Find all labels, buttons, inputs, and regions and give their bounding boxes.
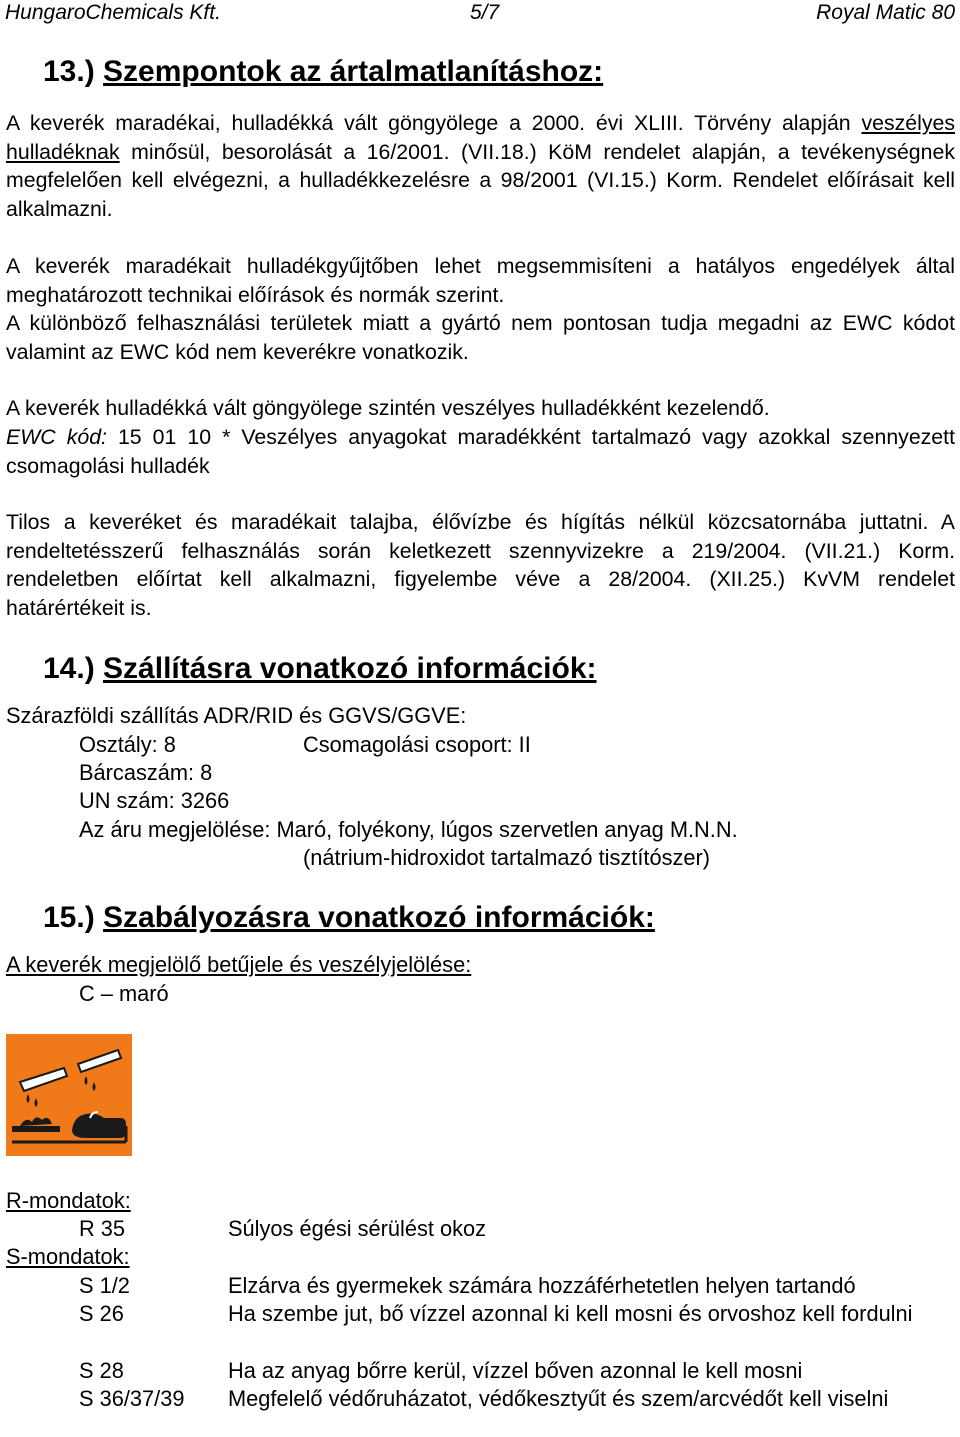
s-phrase-code: S 26	[79, 1301, 124, 1326]
product-name: Royal Matic 80	[816, 1, 955, 24]
ewc-code-paragraph	[6, 423, 955, 480]
section-15-title: Szabályozásra vonatkozó információk:	[103, 901, 655, 934]
transport-class: Osztály: 8	[79, 732, 176, 757]
section-13-title: Szempontok az ártalmatlanításhoz:	[103, 55, 604, 88]
s-phrase-text: Ha az anyag bőrre kerül, vízzel bőven azonnal le kell mosni	[228, 1358, 803, 1383]
corrosive-hazard-pictogram-icon	[6, 1034, 132, 1156]
s-phrase-code: S 1/2	[79, 1273, 130, 1298]
r-phrases-title: R-mondatok:	[6, 1188, 131, 1213]
land-transport-label: Szárazföldi szállítás ADR/RID és GGVS/GGVE:	[6, 703, 467, 728]
s-phrase-text: Megfelelő védőruházatot, védőkesztyűt és szem/arcvédőt kell viselni	[228, 1386, 889, 1411]
label-number: Bárcaszám: 8	[79, 760, 213, 785]
hazard-marking: C – maró	[79, 981, 169, 1006]
s-phrase-code: S 28	[79, 1358, 124, 1383]
r-phrase-text: Súlyos égési sérülést okoz	[228, 1216, 487, 1241]
s-phrase-text: Elzárva és gyermekek számára hozzáférhetetlen helyen tartandó	[228, 1273, 856, 1298]
goods-designation-note: (nátrium-hidroxidot tartalmazó tisztítószer)	[303, 845, 710, 870]
section-15-number: 15.)	[43, 901, 95, 934]
goods-designation-label: Az áru megjelölése:	[79, 817, 277, 842]
section-13-paragraph-1	[6, 109, 955, 223]
ewc-code-text: 15 01 10 * Veszélyes anyagokat maradékként tartalmazó vagy azokkal szennyezett csomagolási hulladék	[6, 425, 955, 478]
section-13-paragraph-2: A keverék maradékait hulladékgyűjtőben lehet megsemmisíteni a hatályos engedélyek által meghatározott technikai előírások és normák szerint.	[6, 254, 955, 307]
section-15-heading	[43, 900, 655, 936]
hazardous-waste-term: veszélyes hulladéknak	[6, 111, 955, 164]
r-phrase-code: R 35	[79, 1216, 126, 1241]
s-phrase-text: Ha szembe jut, bő vízzel azonnal ki kell mosni és orvoshoz kell fordulni	[228, 1301, 913, 1326]
s-phrases-title: S-mondatok:	[6, 1244, 130, 1269]
section-13-paragraph-3: A különböző felhasználási területek miatt a gyártó nem pontosan tudja megadni az EWC kódot valamint az EWC kód nem keverékre vonatkozik.	[6, 311, 955, 364]
section-14-title: Szállításra vonatkozó információk:	[103, 652, 597, 685]
section-13-number: 13.)	[43, 55, 95, 88]
un-number: UN szám: 3266	[79, 788, 230, 813]
section-14-number: 14.)	[43, 652, 95, 685]
packing-group: Csomagolási csoport: II	[303, 732, 531, 757]
page-header	[5, 0, 955, 26]
company-name: HungaroChemicals Kft.	[5, 1, 221, 24]
section-14-heading	[43, 651, 597, 687]
section-13-heading	[43, 54, 603, 90]
page-number: 5/7	[470, 1, 500, 24]
marking-title: A keverék megjelölő betűjele és veszélyjelölése:	[6, 952, 472, 977]
section-13-paragraph-4: A keverék hulladékká vált göngyölege szintén veszélyes hulladékként kezelendő.	[6, 396, 770, 420]
goods-designation-name: Maró, folyékony, lúgos szervetlen anyag M.N.N.	[276, 817, 738, 842]
section-13-paragraph-5: Tilos a keveréket és maradékait talajba, élővízbe és hígítás nélkül közcsatornába juttatni. A rendeltetésszerű felhasználás során keletkezett szennyvizekre a 219/2004. (VII.21.) Korm. rendeletben előírtat kell alkalmazni, figyelembe véve a 28/2004. (XII.25.) KvVM rendelet határértékeit is.	[6, 510, 955, 620]
paragraph-text: minősül, besorolását a 16/2001. (VII.18.) KöM rendelet alapján, a tevékenységnek megfelelően kell elvégezni, a hulladékkezelésre a 98/2001 (VI.15.) Korm. Rendelet előírásait kell alkalmazni.	[6, 139, 955, 221]
goods-designation	[79, 816, 738, 845]
s-phrase-code: S 36/37/39	[79, 1386, 185, 1411]
ewc-code-label: EWC kód:	[6, 425, 107, 449]
paragraph-text: A keverék maradékai, hulladékká vált göngyölege a 2000. évi XLIII. Törvény alapján	[6, 111, 862, 135]
